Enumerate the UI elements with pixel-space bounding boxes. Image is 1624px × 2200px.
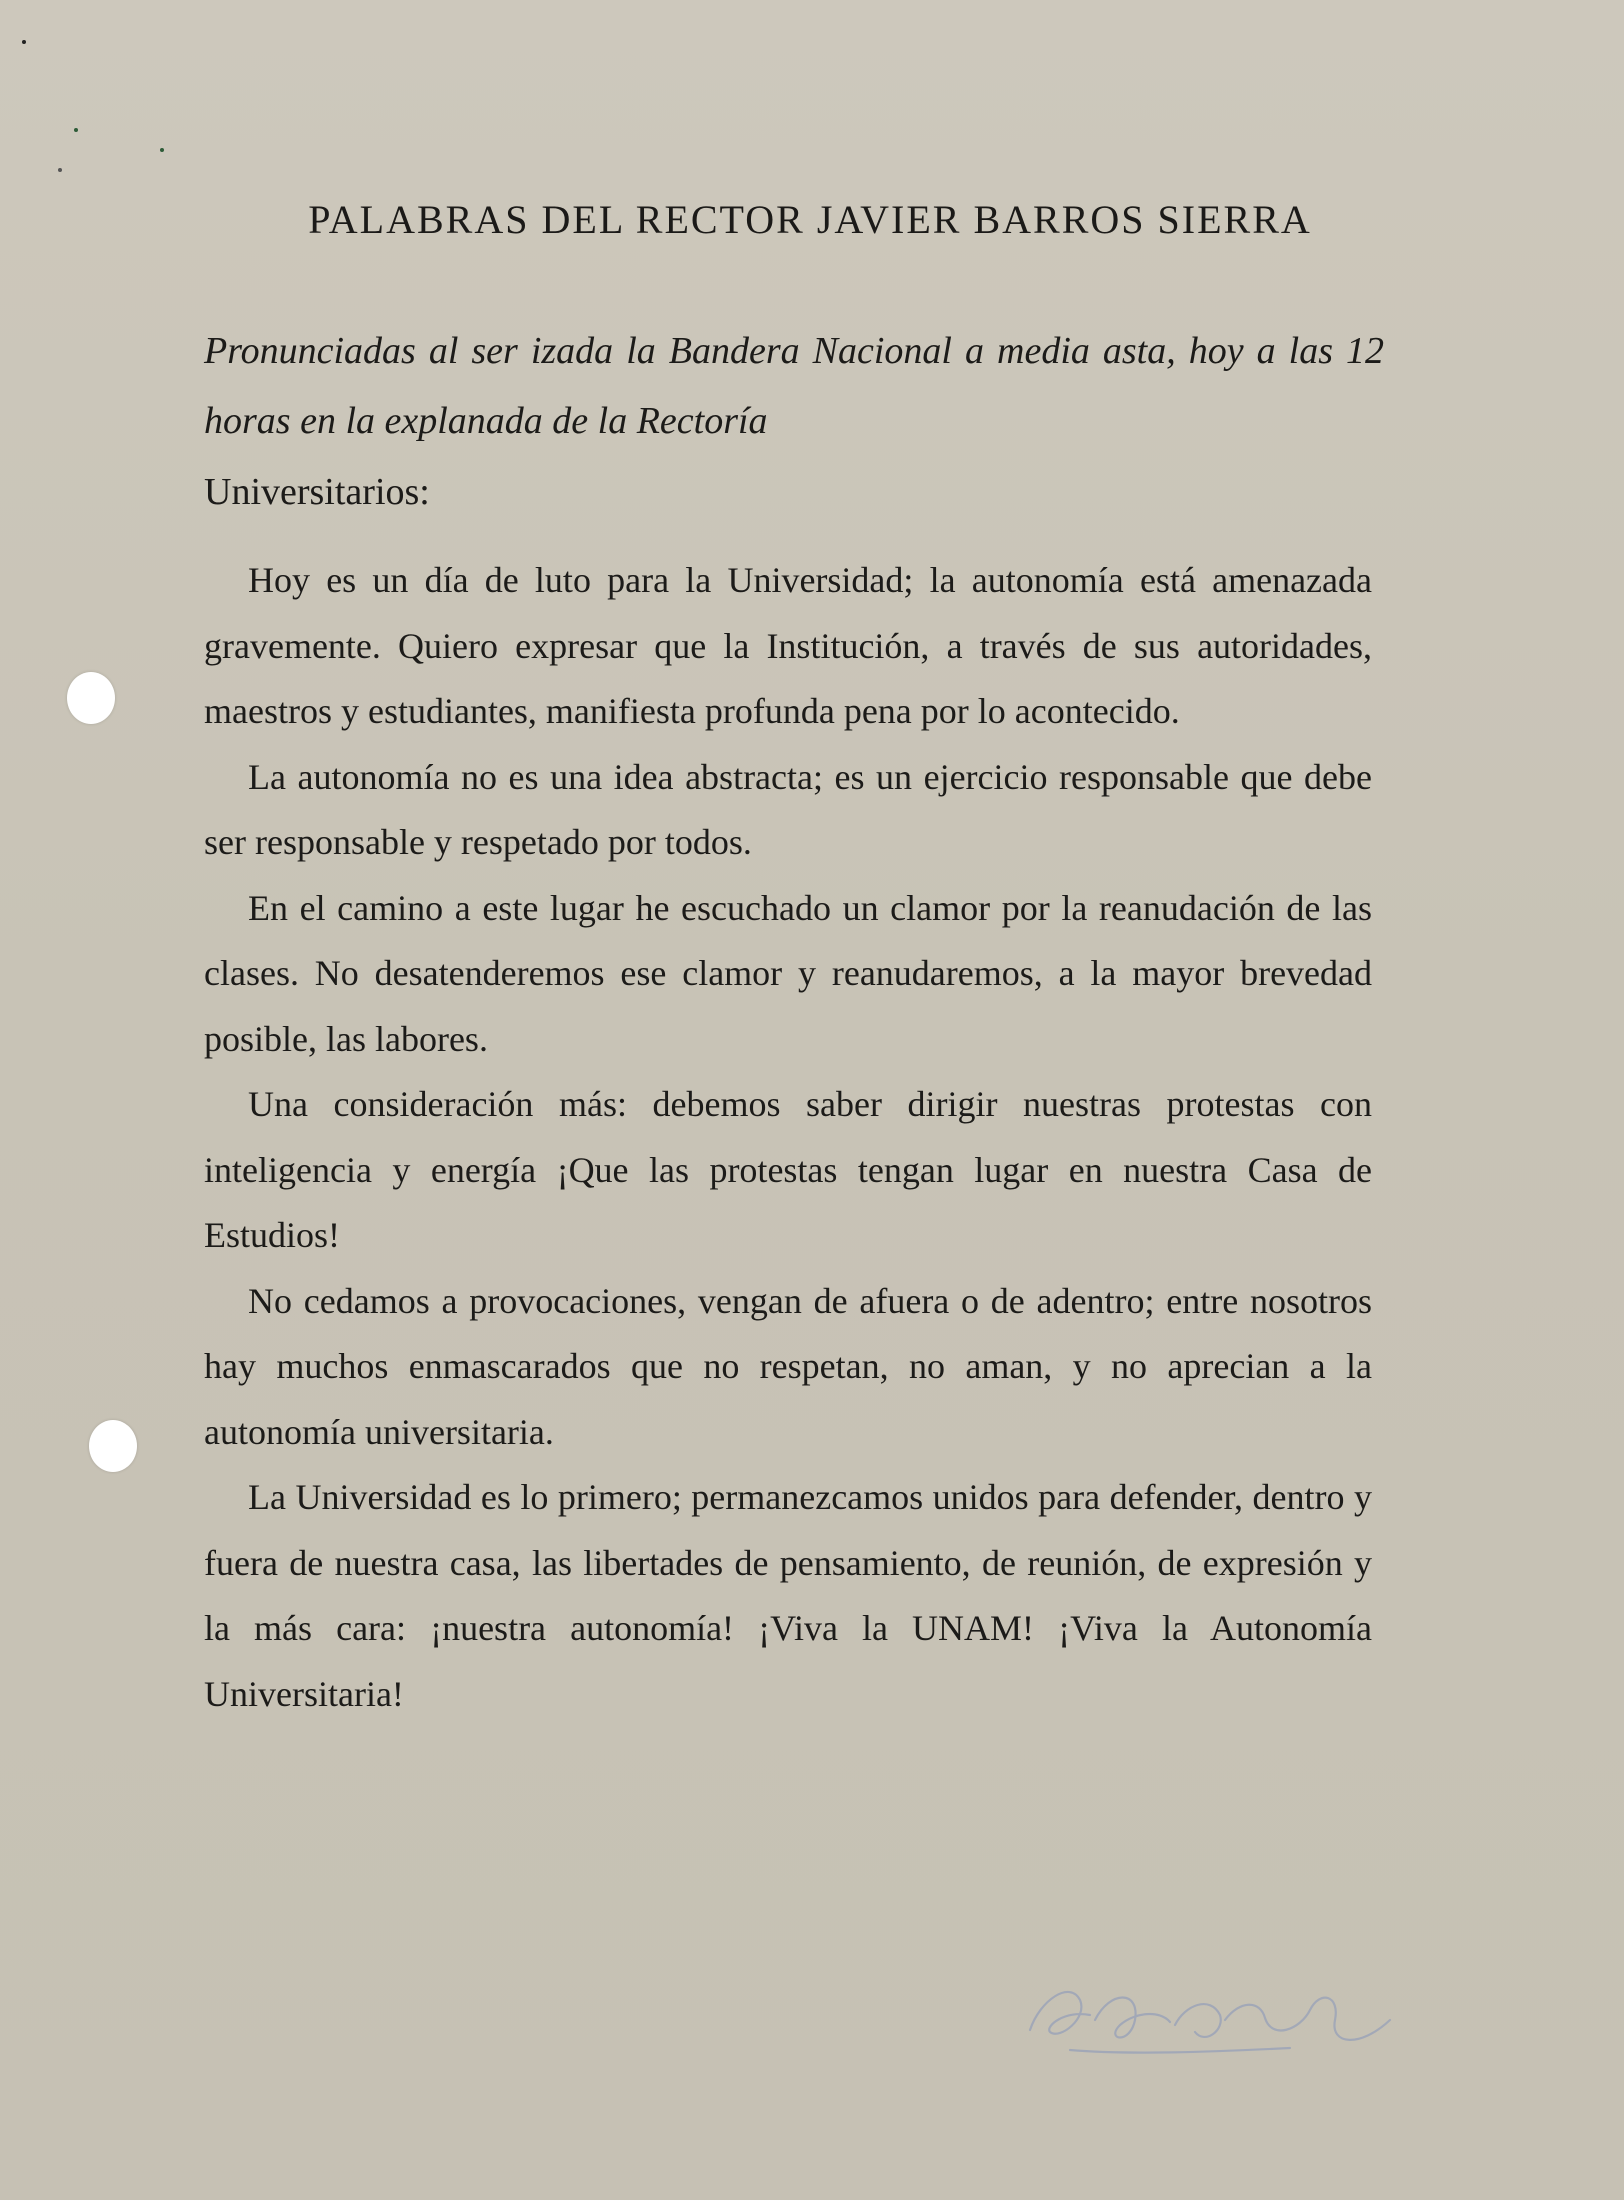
paragraph: La Universidad es lo primero; permanezcamos unidos para defender, dentro y fuera de nuestra casa, las libertades de pensamiento, de reunión, de expresión y la más cara: ¡nuestra autonomía! ¡Viva la UNAM! ¡Viva la Autonomía Universitaria! [204, 1477, 1372, 1714]
paper-speck [22, 40, 26, 44]
document-subtitle: Pronunciadas al ser izada la Bandera Nacional a media asta, hoy a las 12 horas en la explanada de la Rectoría [204, 330, 1384, 442]
salutation: Universitarios: [204, 471, 430, 513]
handwritten-signature [1010, 1960, 1410, 2070]
paper-speck [74, 128, 78, 132]
paragraph: Una consideración más: debemos saber dirigir nuestras protestas con inteligencia y energía ¡Que las protestas tengan lugar en nuestra Casa de Estudios! [204, 1084, 1372, 1255]
punch-hole [67, 672, 115, 724]
paper-speck [160, 148, 164, 152]
paragraph: No cedamos a provocaciones, vengan de afuera o de adentro; entre nosotros hay muchos enmascarados que no respetan, no aman, y no aprecian a la autonomía universitaria. [204, 1280, 1372, 1452]
punch-hole [89, 1420, 137, 1472]
paragraph: En el camino a este lugar he escuchado un clamor por la reanudación de las clases. No desatenderemos ese clamor y reanudaremos, a la mayor brevedad posible, las labores. [204, 887, 1372, 1059]
paper-speck [58, 168, 62, 172]
paragraph: La autonomía no es una idea abstracta; es un ejercicio responsable que debe ser responsable y respetado por todos. [204, 756, 1372, 862]
speech-body [204, 548, 1372, 1727]
document-title: PALABRAS DEL RECTOR JAVIER BARROS SIERRA [308, 197, 1312, 242]
paragraph: Hoy es un día de luto para la Universidad; la autonomía está amenazada gravemente. Quiero expresar que la Institución, a través de sus autoridades, maestros y estudiantes, manifiesta profunda pena por lo acontecido. [204, 560, 1372, 731]
